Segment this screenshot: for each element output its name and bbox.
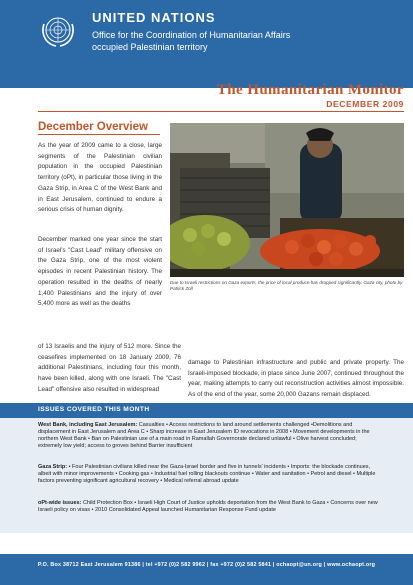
org-name: UNITED NATIONS [92,10,216,25]
footer-contact: P.O. Box 38712 East Jerusalem 91386 | tel +972 (0)2 582 9962 | fax +972 (0)2 582 5841 | ochaopt@un.org | www.ochaopt.org [37,562,376,568]
issue-west-bank-text: Casualties • Access restrictions to land around settlements challenged •Demolitions and displacement in East Jerusalem and Area C • Sharp increase in East Jerusalem ID revocations in 2008 • Movement developments in the northern West Bank • Ban on Palestinian use of a main road in Ramallah Governorate declared unlawful • Olive harvest concluded; extremely low yield; access to groves behind Barrier insufficient [38,422,370,449]
office-name [92,29,322,53]
footer-band [0,554,413,585]
issue-opt-label: oPt-wide issues: [38,500,82,506]
office-line-1: Office for the Coordination of Humanitarian Affairs [92,30,291,40]
section-heading: December Overview [38,121,148,133]
issue-opt-text: Child Protection Box • Israeli High Court of Justice upholds deportation from the West Bank to Gaza • Concerns over new Israeli policy on visas • 2010 Consolidated Appeal launched Humanitarian Response Fund update [38,500,378,513]
issue-gaza-label: Gaza Strip: [38,464,68,470]
overview-paragraph-1: As the year of 2009 came to a close, large segments of the Palestinian civilian population in the occupied Palestinian territory (oPt), in particular those living in the Gaza Strip, in Area C of the West Bank and in East Jerusalem, continued to endure a serious crisis of human dignity. [38,142,162,214]
issue-west-bank [38,422,378,450]
overview-paragraph-3: of 13 Israelis and the injury of 512 more. Since the ceasefires implemented on 18 January 2009, 76 additional Palestinians, including four this month, have been killed, along with one Israeli. The "Cast Lead" offensive also resulted in widespread [38,343,181,393]
overview-paragraph-4: damage to Palestinian infrastructure and public and private property. The Israeli-imposed blockade, in place since June 2007, continued throughout the year, making attempts to carry out reconstruction activities almost impossible. As of the end of the year, some 20,000 Gazans remain displaced. [188,359,404,399]
photo-caption: Due to Israeli restrictions on Gaza exports, the price of local produce has dropped significantly. Gaza city, photo by Patrick Zoll [170,280,403,291]
un-emblem-icon [38,10,78,50]
issues-header-bar [0,403,413,418]
overview-paragraph-2: December marked one year since the start of Israel's "Cast Lead" military offensive on the Gaza Strip, one of the most violent episodes in recent Palestinian history. The operation resulted in the deaths of nearly 1,400 Palestinians and the injury of over 5,400 more as well as the deaths [38,236,162,308]
publication-title: The Humanitarian Monitor [216,82,404,98]
issue-gaza [38,464,378,485]
header-band [0,0,413,88]
issue-west-bank-label: West Bank, including East Jerusalem: [38,422,138,428]
produce-market-photo [170,123,404,277]
heading-divider [38,134,160,135]
office-line-2: occupied Palestinian territory [92,42,208,52]
title-divider [38,111,404,112]
issue-date: DECEMBER 2009 [326,99,404,109]
photo-illustration [170,123,404,277]
issue-gaza-text: • Four Palestinian civilians killed near the Gaza-Israel border and five in tunnels' incidents • Imports: the blockade continues, albeit with minor improvements • Cooking gas • Industrial fuel rolling blackouts continue • Water and sanitation • Petrol and diesel • Multiple factors preventing significant agricultural recovery • Medical referral abroad update [38,464,376,484]
issues-heading: ISSUES COVERED THIS MONTH [38,406,150,413]
issues-panel [0,403,413,533]
issue-opt-wide [38,500,378,514]
